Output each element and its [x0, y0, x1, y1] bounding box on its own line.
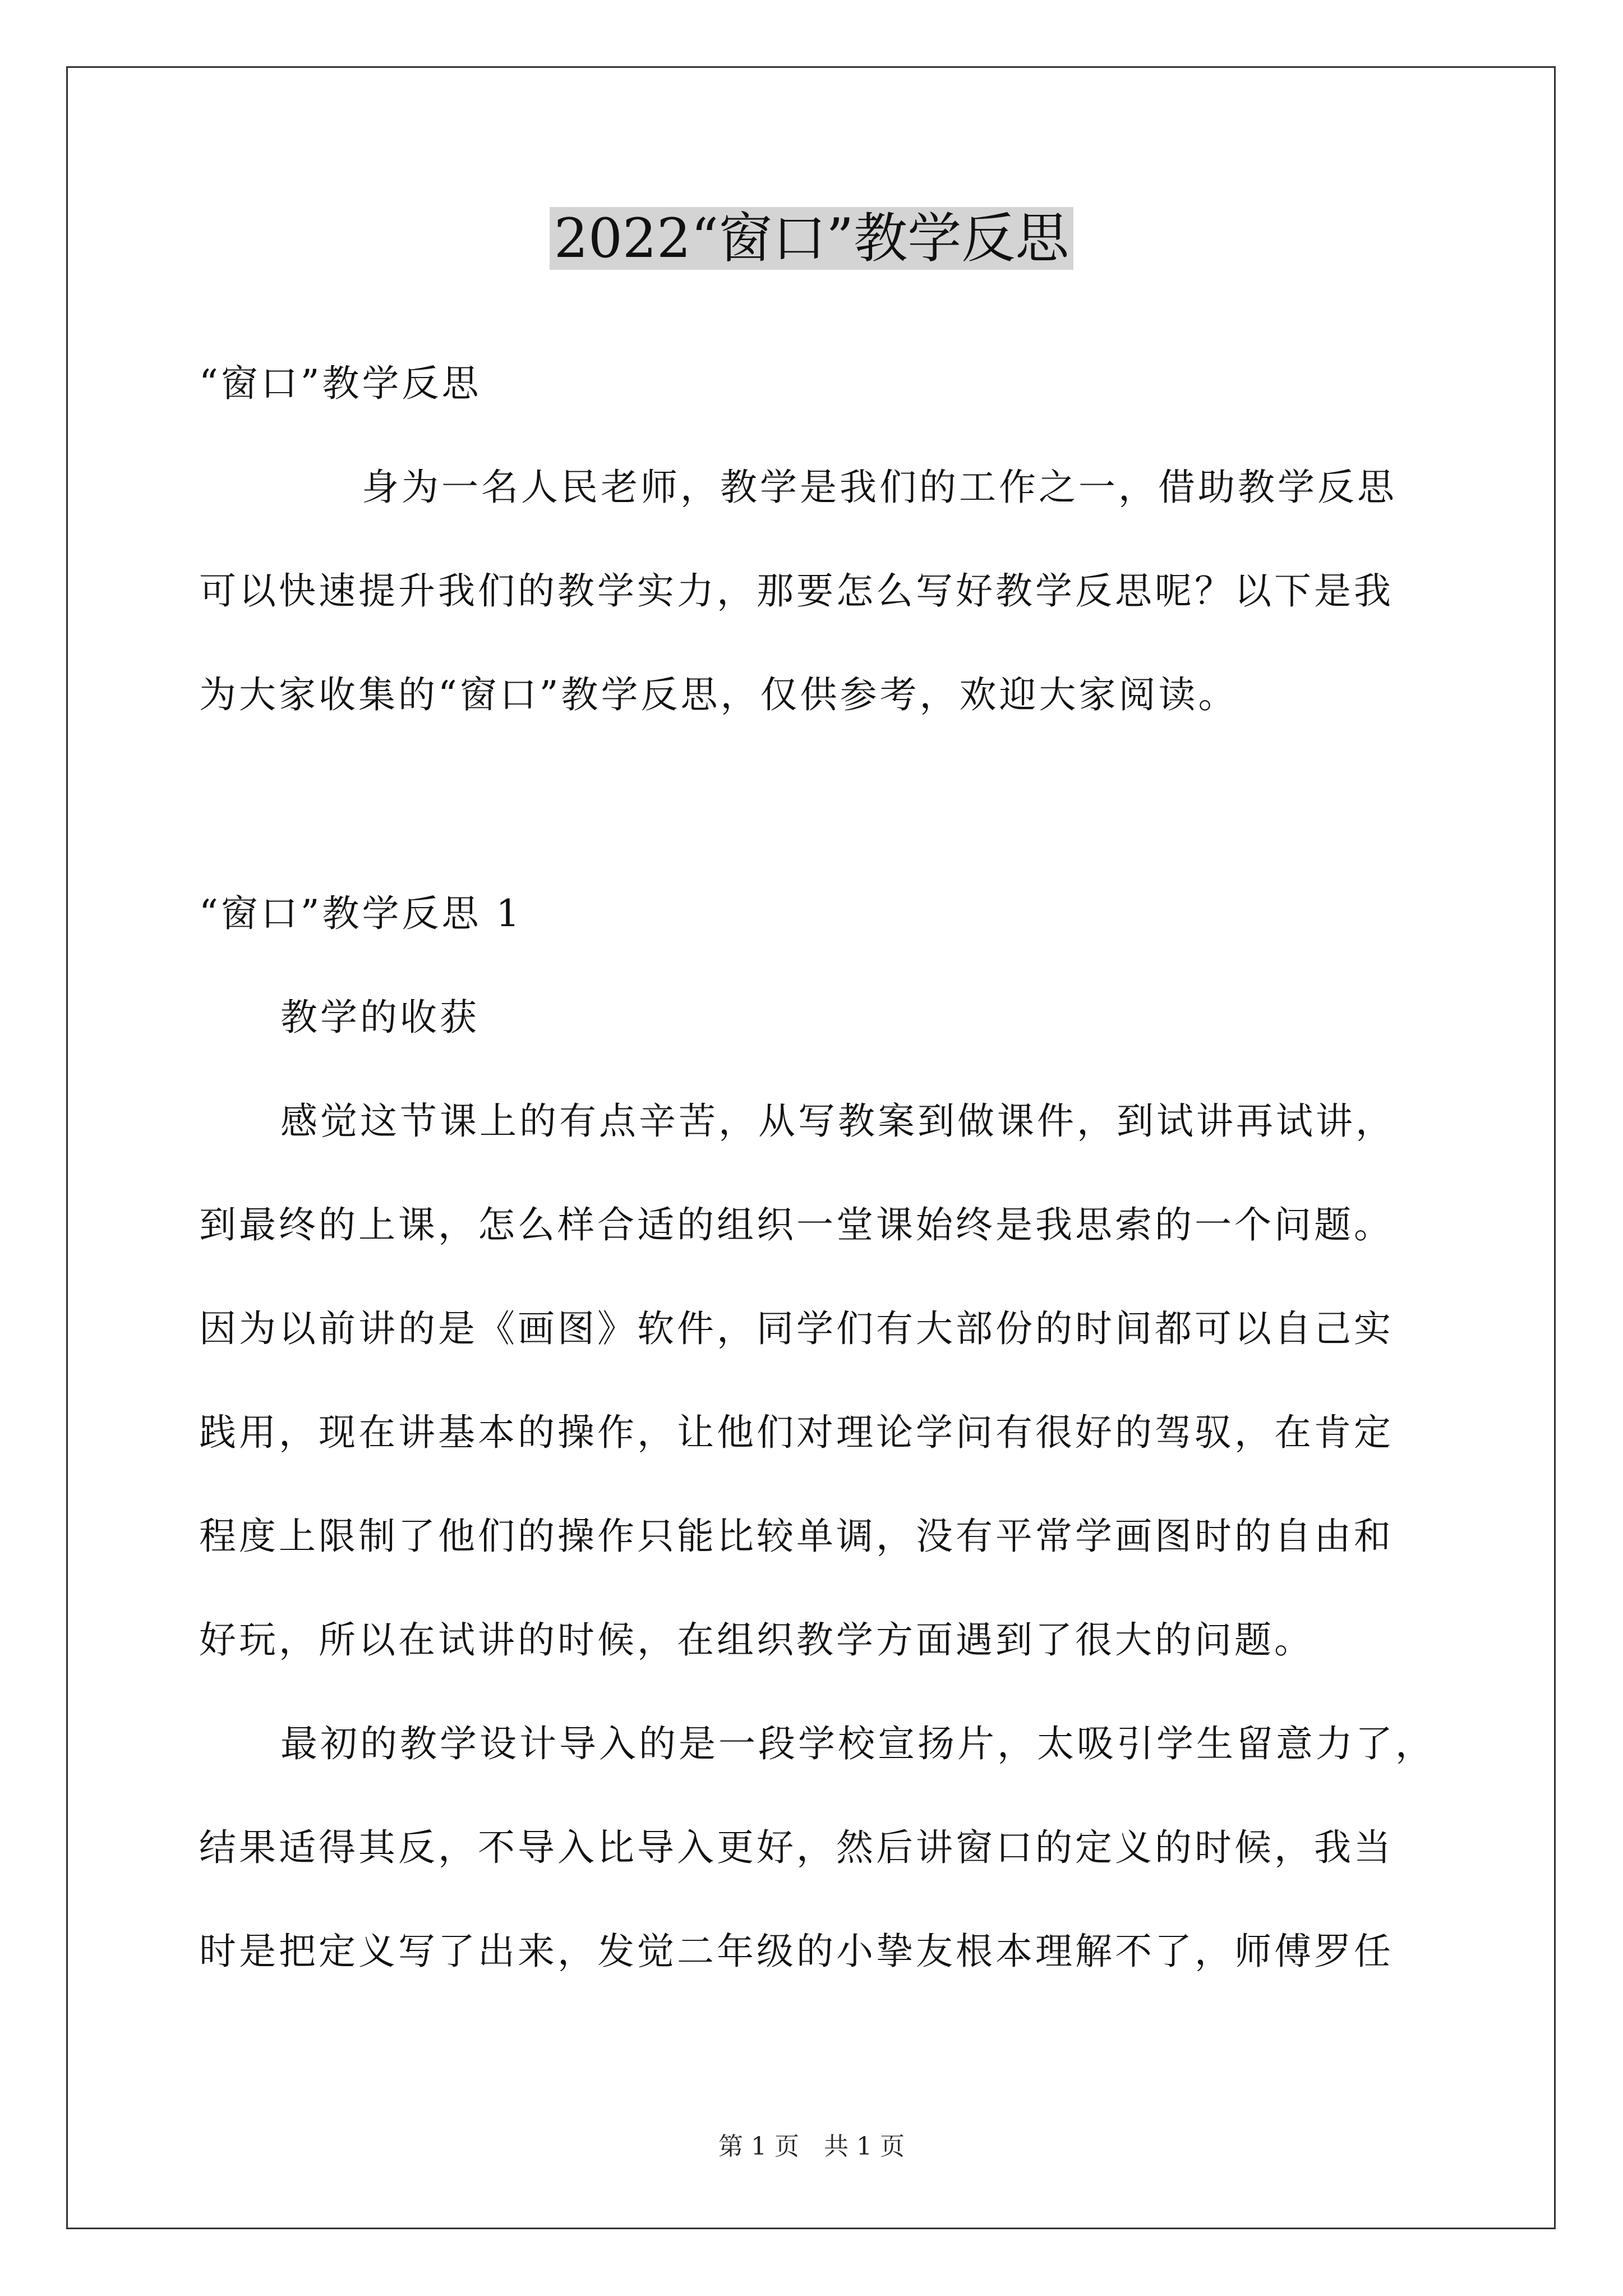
section-heading: “窗口”教学反思 1: [199, 892, 523, 935]
sub-heading: 教学的收获: [280, 996, 479, 1039]
subtitle: “窗口”教学反思: [199, 362, 482, 405]
paragraph-line: 结果适得其反，不导入比导入更好，然后讲窗口的定义的时候，我当: [199, 1826, 1394, 1869]
document-title: 2022“窗口”教学反思: [0, 202, 1623, 275]
paragraph-line: 感觉这节课上的有点辛苦，从写教案到做课件，到试讲再试讲，: [280, 1099, 1395, 1143]
paragraph-line: 时是把定义写了出来，发觉二年级的小挚友根本理解不了，师傅罗任: [199, 1930, 1394, 1973]
paragraph-line: 最初的教学设计导入的是一段学校宣扬片，太吸引学生留意力了，: [280, 1722, 1435, 1765]
paragraph-line: 因为以前讲的是《画图》软件，同学们有大部份的时间都可以自己实: [199, 1307, 1394, 1350]
paragraph-line: 践用，现在讲基本的操作，让他们对理论学问有很好的驾驭，在肯定: [199, 1411, 1394, 1454]
intro-line: 为大家收集的“窗口”教学反思，仅供参考，欢迎大家阅读。: [199, 673, 1238, 716]
intro-line: 可以快速提升我们的教学实力，那要怎么写好教学反思呢？以下是我: [199, 569, 1394, 613]
paragraph-line: 好玩，所以在试讲的时候，在组织教学方面遇到了很大的问题。: [199, 1618, 1314, 1662]
page-footer: 第 1 页 共 1 页: [718, 2132, 905, 2161]
paragraph-line: 到最终的上课，怎么样合适的组织一堂课始终是我思索的一个问题。: [199, 1203, 1394, 1246]
intro-line: 身为一名人民老师，教学是我们的工作之一，借助教学反思: [362, 466, 1397, 509]
paragraph-line: 程度上限制了他们的操作只能比较单调，没有平常学画图时的自由和: [199, 1515, 1394, 1558]
